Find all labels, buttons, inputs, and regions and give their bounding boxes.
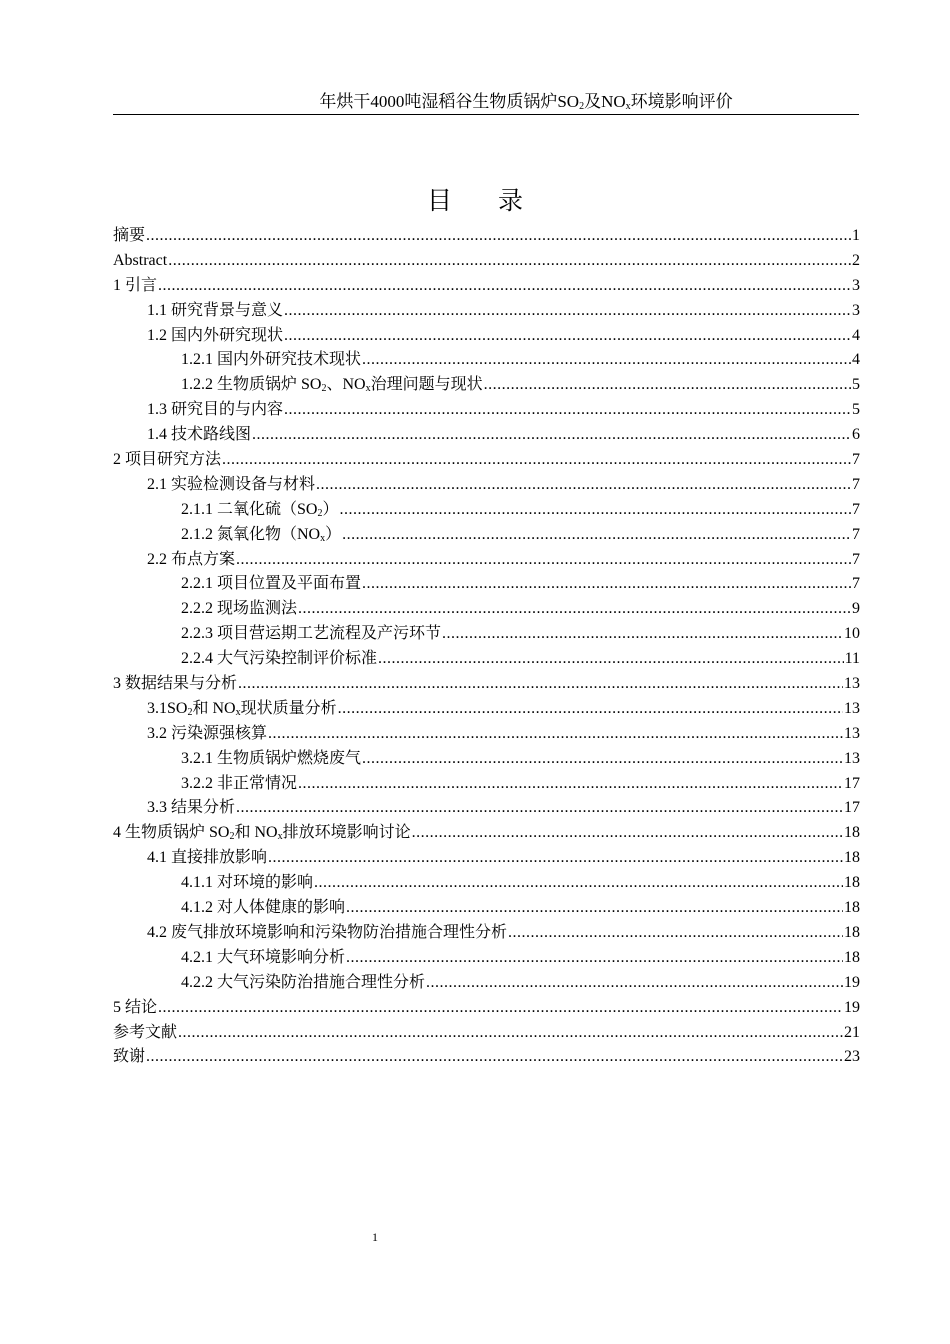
toc-leader-dots — [484, 373, 851, 398]
toc-leader-dots — [508, 921, 843, 946]
toc-entry-page: 18 — [844, 874, 860, 892]
toc-entry-text: 4.2 废气排放环境影响和污染物防治措施合理性分析 — [147, 923, 508, 941]
toc-leader-dots — [238, 672, 843, 697]
toc-entry[interactable] — [113, 772, 860, 797]
toc-entry-page: 7 — [852, 451, 860, 469]
toc-leader-dots — [298, 772, 843, 797]
toc-entry-label — [147, 722, 267, 747]
toc-entry[interactable] — [113, 597, 860, 622]
toc-leader-dots — [338, 697, 843, 722]
toc-entry-page: 13 — [844, 675, 860, 693]
header-text: 环境影响评价 — [630, 92, 733, 111]
toc-leader-dots — [168, 249, 851, 274]
toc-entry-label — [147, 796, 235, 821]
toc-title — [0, 181, 950, 217]
toc-title-char: 录 — [498, 186, 524, 215]
toc-entry-label — [147, 473, 315, 498]
toc-entry-text: ） — [325, 525, 342, 543]
toc-entry-text: 2.1.2 氮氧化物（NO — [181, 525, 321, 543]
toc-entry-page: 13 — [844, 749, 860, 767]
toc-entry[interactable] — [113, 1021, 860, 1046]
toc-entry-text: 4.2.2 大气污染防治措施合理性分析 — [181, 973, 426, 991]
toc-leader-dots — [426, 971, 843, 996]
toc-entry-label — [181, 373, 483, 398]
toc-entry-subscript: 2 — [229, 831, 235, 843]
toc-leader-dots — [178, 1021, 843, 1046]
toc-entry-text: 2.2.2 现场监测法 — [181, 600, 298, 618]
toc-entry-text: 4.2.1 大气环境影响分析 — [181, 948, 346, 966]
header-text: 及NO — [584, 92, 626, 111]
running-header — [113, 92, 859, 115]
toc-entry-subscript: x — [235, 706, 241, 718]
toc-entry[interactable] — [113, 622, 860, 647]
toc-leader-dots — [158, 996, 843, 1021]
toc-entry-page: 7 — [852, 575, 860, 593]
toc-entry-page: 13 — [844, 699, 860, 717]
toc-leader-dots — [362, 747, 843, 772]
toc-entry-label — [181, 523, 341, 548]
toc-entry[interactable] — [113, 548, 860, 573]
toc-leader-dots — [222, 448, 851, 473]
toc-leader-dots — [412, 821, 843, 846]
toc-entry[interactable] — [113, 249, 860, 274]
toc-entry-page: 3 — [852, 276, 860, 294]
toc-leader-dots — [146, 224, 851, 249]
toc-entry-label — [113, 448, 221, 473]
toc-leader-dots — [252, 423, 851, 448]
toc-entry-page: 1 — [852, 227, 860, 244]
toc-entry[interactable] — [113, 796, 860, 821]
toc-entry[interactable] — [113, 448, 860, 473]
toc-entry-label — [181, 572, 361, 597]
toc-entry-label — [181, 946, 345, 971]
toc-entry-text: 4.1 直接排放影响 — [147, 849, 268, 867]
toc-entry[interactable] — [113, 672, 860, 697]
toc-entry-text: 2.2.1 项目位置及平面布置 — [181, 575, 362, 593]
toc-entry-page: 7 — [852, 500, 860, 518]
toc-entry[interactable] — [113, 572, 860, 597]
toc-entry-page: 5 — [852, 376, 860, 394]
toc-entry-label — [181, 647, 377, 672]
toc-entry-page: 19 — [844, 998, 860, 1016]
toc-leader-dots — [314, 871, 843, 896]
toc-entry-label — [181, 622, 441, 647]
toc-entry[interactable] — [113, 473, 860, 498]
toc-entry-text: 1.2 国内外研究现状 — [147, 326, 284, 344]
toc-entry-text: 2.1.1 二氧化硫（SO — [181, 500, 318, 518]
toc-entry-label — [113, 224, 145, 249]
toc-entry[interactable] — [113, 921, 860, 946]
toc-entry-text: 4 生物质锅炉 SO — [113, 824, 230, 842]
toc-entry-text: 3 数据结果与分析 — [113, 675, 238, 693]
toc-entry[interactable] — [113, 846, 860, 871]
toc-entry-page: 4 — [852, 326, 860, 344]
toc-entry-page: 17 — [844, 774, 860, 792]
toc-entry-label — [181, 971, 425, 996]
toc-entry-text: 1 引言 — [113, 276, 158, 294]
toc-entry-page: 23 — [844, 1048, 860, 1066]
toc-entry-label — [147, 324, 283, 349]
toc-entry[interactable] — [113, 722, 860, 747]
toc-entry-label — [113, 274, 157, 299]
toc-entry-text: 2.2.4 大气污染控制评价标准 — [181, 650, 378, 668]
toc-entry-text: 3.2.1 生物质锅炉燃烧废气 — [181, 749, 362, 767]
toc-entry[interactable] — [113, 821, 860, 846]
toc-leader-dots — [346, 896, 843, 921]
table-of-contents — [113, 224, 860, 1070]
toc-leader-dots — [362, 572, 851, 597]
toc-entry[interactable] — [113, 299, 860, 324]
toc-entry[interactable] — [113, 324, 860, 349]
toc-entry-page: 11 — [844, 650, 860, 668]
toc-entry-page: 2 — [852, 251, 860, 269]
toc-entry-text: 和 NO — [234, 824, 278, 842]
toc-leader-dots — [378, 647, 844, 672]
toc-entry[interactable] — [113, 647, 860, 672]
toc-leader-dots — [236, 796, 843, 821]
toc-entry-label — [113, 249, 167, 274]
toc-entry-label — [181, 498, 338, 523]
toc-entry-label — [147, 846, 267, 871]
toc-entry-text: 1.4 技术路线图 — [147, 426, 252, 444]
toc-entry-text: 现状质量分析 — [240, 699, 337, 717]
toc-entry[interactable] — [113, 398, 860, 423]
toc-leader-dots — [442, 622, 843, 647]
toc-entry[interactable] — [113, 373, 860, 398]
toc-leader-dots — [146, 1045, 843, 1070]
toc-entry[interactable] — [113, 274, 860, 299]
toc-leader-dots — [268, 846, 843, 871]
toc-entry-label — [147, 548, 235, 573]
toc-leader-dots — [284, 324, 851, 349]
toc-entry[interactable] — [113, 523, 860, 548]
toc-entry-text: 4.1.1 对环境的影响 — [181, 874, 314, 892]
toc-entry-page: 13 — [844, 724, 860, 742]
toc-entry-page: 18 — [844, 824, 860, 842]
toc-entry-page: 5 — [852, 401, 860, 419]
toc-entry[interactable] — [113, 871, 860, 896]
toc-entry-page: 10 — [844, 625, 860, 643]
toc-leader-dots — [284, 299, 851, 324]
toc-entry-label — [147, 398, 283, 423]
toc-entry-label — [147, 921, 507, 946]
toc-entry-text: 2.1 实验检测设备与材料 — [147, 475, 316, 493]
toc-entry[interactable] — [113, 946, 860, 971]
toc-entry-text: 5 结论 — [113, 998, 158, 1016]
toc-entry-page: 21 — [844, 1023, 860, 1041]
toc-entry-page: 9 — [852, 600, 860, 618]
toc-entry-label — [113, 996, 157, 1021]
toc-entry[interactable] — [113, 996, 860, 1021]
toc-entry-text: 3.1SO — [147, 699, 188, 717]
toc-entry-label — [181, 348, 361, 373]
toc-entry[interactable] — [113, 896, 860, 921]
toc-entry-text: 1.1 研究背景与意义 — [147, 301, 284, 319]
toc-entry-subscript: x — [320, 532, 326, 544]
toc-entry-text: 1.3 研究目的与内容 — [147, 401, 284, 419]
toc-entry-text: 、NO — [326, 376, 366, 394]
toc-entry-label — [147, 423, 251, 448]
toc-entry-text: 3.2.2 非正常情况 — [181, 774, 298, 792]
toc-leader-dots — [316, 473, 851, 498]
toc-entry[interactable] — [113, 1045, 860, 1070]
header-sub: 2 — [579, 101, 585, 112]
header-title — [319, 92, 732, 112]
toc-entry-page: 19 — [844, 973, 860, 991]
toc-entry-subscript: 2 — [321, 383, 327, 395]
toc-leader-dots — [158, 274, 851, 299]
toc-entry-subscript: 2 — [317, 507, 323, 519]
toc-entry-page: 3 — [852, 301, 860, 319]
header-text: 年烘干4000吨湿稻谷生物质锅炉SO — [319, 92, 580, 111]
toc-entry-text: 4.1.2 对人体健康的影响 — [181, 899, 346, 917]
toc-title-char: 目 — [426, 186, 452, 215]
toc-leader-dots — [342, 523, 851, 548]
toc-entry-label — [181, 772, 297, 797]
toc-entry[interactable] — [113, 747, 860, 772]
toc-leader-dots — [346, 946, 843, 971]
toc-entry-label — [181, 871, 313, 896]
toc-entry-subscript: x — [277, 831, 283, 843]
toc-leader-dots — [339, 498, 851, 523]
toc-entry-label — [147, 299, 283, 324]
toc-entry-text: 参考文献 — [113, 1023, 178, 1041]
toc-entry-label — [147, 697, 337, 722]
toc-entry-page: 17 — [844, 799, 860, 817]
toc-entry[interactable] — [113, 971, 860, 996]
toc-entry-text: 1.2.2 生物质锅炉 SO — [181, 376, 322, 394]
toc-leader-dots — [298, 597, 851, 622]
toc-entry-label — [113, 821, 411, 846]
toc-leader-dots — [284, 398, 851, 423]
toc-entry-page: 7 — [852, 550, 860, 568]
toc-entry-text: ） — [322, 500, 339, 518]
toc-entry-text: 3.2 污染源强核算 — [147, 724, 268, 742]
toc-entry-text: 排放环境影响讨论 — [282, 824, 411, 842]
toc-leader-dots — [362, 348, 851, 373]
toc-entry[interactable] — [113, 423, 860, 448]
toc-entry-text: 致谢 — [113, 1048, 146, 1066]
toc-entry-label — [113, 1021, 177, 1046]
toc-entry-page: 18 — [844, 849, 860, 867]
toc-entry[interactable] — [113, 224, 860, 249]
toc-entry-text: Abstract — [113, 251, 168, 269]
toc-entry-label — [181, 896, 345, 921]
toc-entry-page: 6 — [852, 426, 860, 444]
toc-entry[interactable] — [113, 498, 860, 523]
toc-entry-label — [181, 597, 297, 622]
page-number: 1 — [372, 1230, 378, 1244]
toc-entry[interactable] — [113, 348, 860, 373]
toc-entry-label — [181, 747, 361, 772]
toc-leader-dots — [236, 548, 851, 573]
toc-entry-page: 18 — [844, 948, 860, 966]
toc-entry-text: 1.2.1 国内外研究技术现状 — [181, 351, 362, 369]
toc-entry-text: 摘要 — [113, 227, 146, 244]
toc-entry-text: 2.2 布点方案 — [147, 550, 236, 568]
toc-entry-page: 18 — [844, 899, 860, 917]
toc-leader-dots — [268, 722, 843, 747]
toc-entry-text: 3.3 结果分析 — [147, 799, 236, 817]
toc-entry-label — [113, 1045, 145, 1070]
toc-entry-page: 7 — [852, 525, 860, 543]
toc-entry-text: 2 项目研究方法 — [113, 451, 222, 469]
toc-entry-label — [113, 672, 237, 697]
toc-entry-page: 18 — [844, 923, 860, 941]
toc-entry-subscript: 2 — [187, 706, 193, 718]
toc-entry-page: 4 — [852, 351, 860, 369]
toc-entry-subscript: x — [365, 383, 371, 395]
toc-entry[interactable] — [113, 697, 860, 722]
header-sub: x — [625, 101, 631, 112]
toc-entry-page: 7 — [852, 475, 860, 493]
toc-entry-text: 和 NO — [192, 699, 236, 717]
toc-entry-text: 治理问题与现状 — [370, 376, 483, 394]
toc-entry-text: 2.2.3 项目营运期工艺流程及产污环节 — [181, 625, 442, 643]
